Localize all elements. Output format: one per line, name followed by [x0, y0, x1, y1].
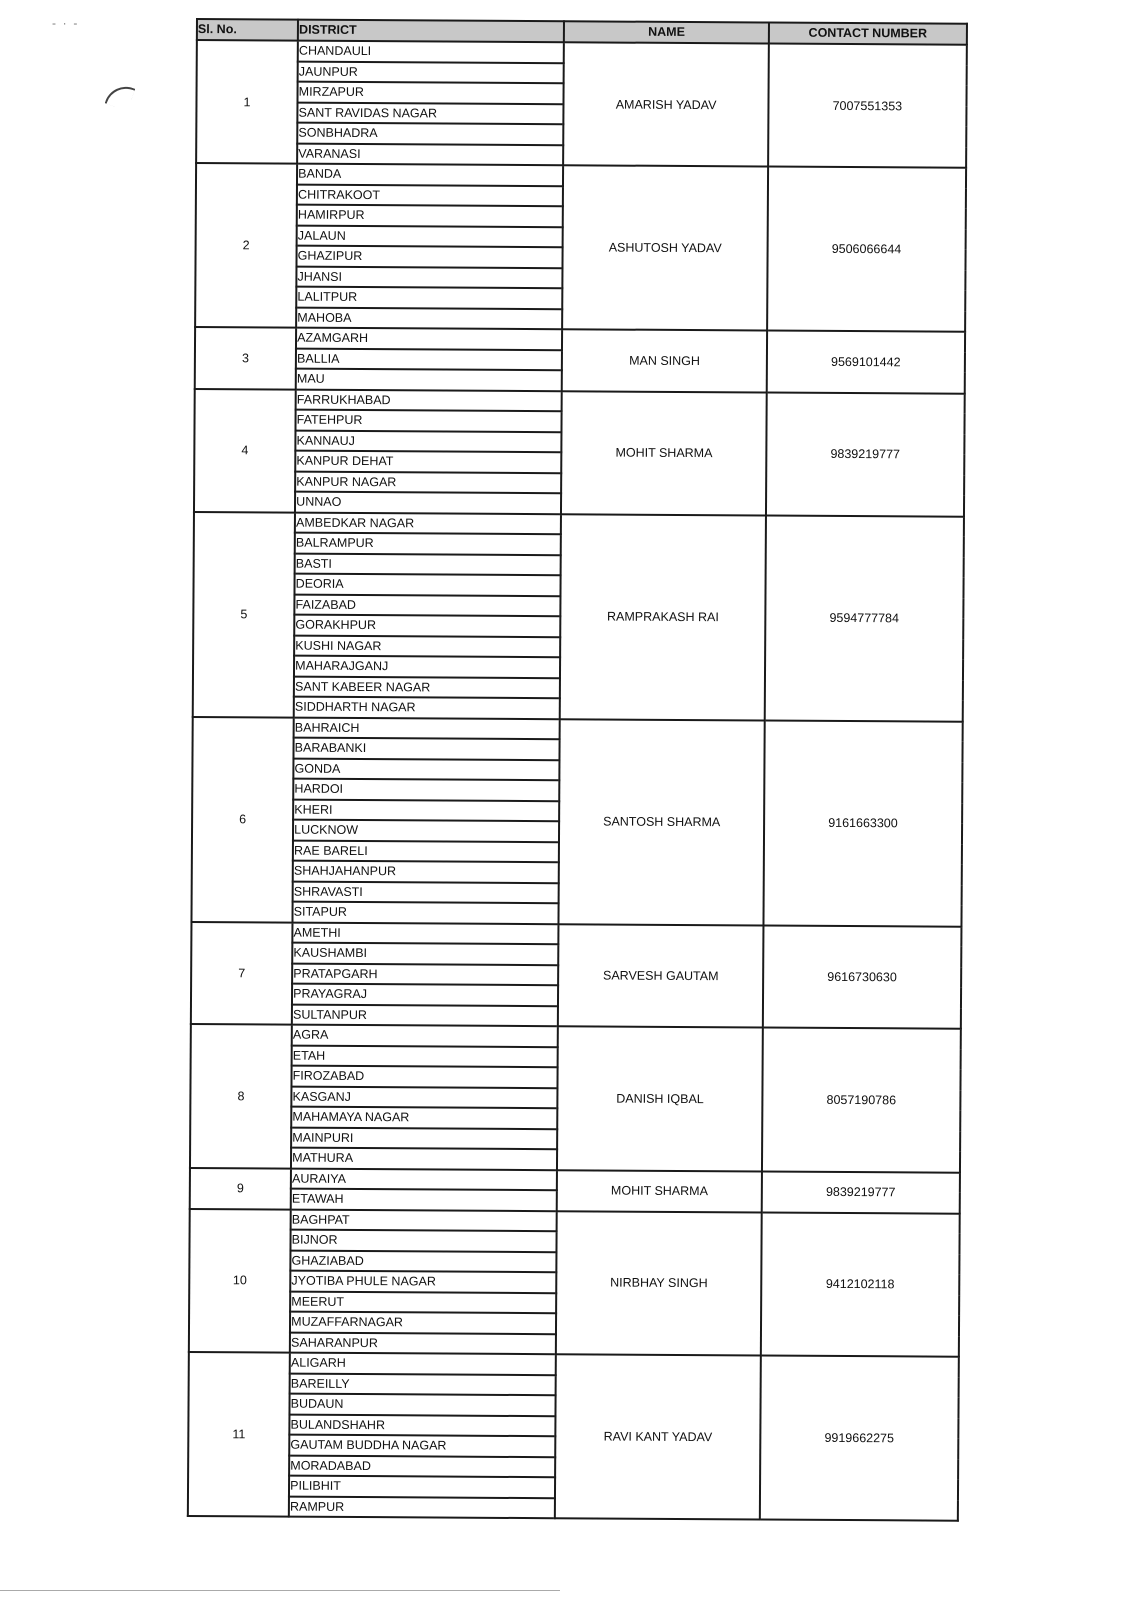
district-cell: GAUTAM BUDDHA NAGAR	[289, 1435, 555, 1457]
serial-number-cell: 10	[189, 1208, 291, 1352]
district-cell: MEERUT	[290, 1291, 556, 1313]
district-cell: MATHURA	[291, 1148, 557, 1170]
district-cell: SANT KABEER NAGAR	[294, 676, 560, 698]
district-cell: MUZAFFARNAGAR	[290, 1312, 556, 1334]
district-cell: KHERI	[293, 799, 559, 821]
contact-number-cell: 9161663300	[763, 720, 962, 926]
district-cell: SIDDHARTH NAGAR	[294, 697, 560, 719]
contact-number-cell: 8057190786	[762, 1027, 961, 1172]
district-cell: BALLIA	[296, 348, 562, 370]
scan-mark-top-left: - · -	[52, 16, 78, 30]
district-cell: KANPUR DEHAT	[295, 451, 561, 473]
district-cell: KANNAUJ	[295, 430, 561, 452]
district-cell: MAINPURI	[291, 1127, 557, 1149]
serial-number-cell: 8	[190, 1024, 292, 1168]
district-cell: FATEHPUR	[296, 410, 562, 432]
district-cell: PRATAPGARH	[292, 963, 558, 985]
scan-artifact-arc	[105, 81, 136, 112]
contact-name-cell: MOHIT SHARMA	[557, 1170, 762, 1212]
contact-name-cell: RAVI KANT YADAV	[555, 1354, 760, 1519]
header-sl-no: Sl. No.	[197, 19, 298, 41]
district-cell: JHANSI	[297, 266, 563, 288]
district-cell: BALRAMPUR	[295, 533, 561, 555]
district-cell: BAREILLY	[290, 1373, 556, 1395]
district-cell: SAHARANPUR	[290, 1332, 556, 1354]
district-cell: GHAZIPUR	[297, 246, 563, 268]
district-cell: MIRZAPUR	[298, 82, 564, 104]
district-contact-table	[187, 18, 968, 1522]
header-contact-number: CONTACT NUMBER	[769, 22, 967, 44]
district-cell: BANDA	[297, 164, 563, 186]
district-cell: JAUNPUR	[298, 61, 564, 83]
district-cell: BIJNOR	[291, 1230, 557, 1252]
contact-number-cell: 9569101442	[767, 330, 966, 393]
district-cell: DEORIA	[295, 574, 561, 596]
district-cell: GONDA	[293, 758, 559, 780]
contact-name-cell: MAN SINGH	[562, 329, 767, 392]
district-cell: ETAWAH	[291, 1189, 557, 1211]
contact-name-cell: SANTOSH SHARMA	[559, 719, 765, 925]
district-cell: MAU	[296, 369, 562, 391]
district-cell: MORADABAD	[289, 1455, 555, 1477]
contact-name-cell: ASHUTOSH YADAV	[563, 165, 768, 330]
district-cell: BUDAUN	[290, 1394, 556, 1416]
district-cell: LALITPUR	[296, 287, 562, 309]
serial-number-cell: 4	[194, 388, 296, 512]
district-cell: SANT RAVIDAS NAGAR	[298, 102, 564, 124]
district-cell: AGRA	[292, 1025, 558, 1047]
contact-number-cell: 9839219777	[762, 1171, 960, 1213]
district-cell: SITAPUR	[293, 902, 559, 924]
district-cell: BARABANKI	[294, 738, 560, 760]
district-cell: BASTI	[295, 553, 561, 575]
header-name: NAME	[564, 21, 768, 43]
contact-number-cell: 9839219777	[766, 392, 965, 516]
serial-number-cell: 7	[191, 921, 293, 1024]
contact-name-cell: AMARISH YADAV	[564, 42, 769, 166]
contact-name-cell: RAMPRAKASH RAI	[560, 514, 766, 720]
district-cell: KAUSHAMBI	[292, 943, 558, 965]
contact-name-cell: NIRBHAY SINGH	[556, 1211, 761, 1356]
district-cell: HARDOI	[293, 779, 559, 801]
table-body	[188, 40, 967, 1521]
serial-number-cell: 11	[188, 1352, 290, 1517]
district-cell: ETAH	[292, 1045, 558, 1067]
serial-number-cell: 9	[190, 1167, 291, 1209]
district-cell: BULANDSHAHR	[289, 1414, 555, 1436]
district-cell: AMETHI	[292, 922, 558, 944]
district-cell: BAGHPAT	[291, 1209, 557, 1231]
district-cell: LUCKNOW	[293, 820, 559, 842]
district-cell: ALIGARH	[290, 1353, 556, 1375]
district-cell: RAE BARELI	[293, 840, 559, 862]
district-cell: KASGANJ	[291, 1086, 557, 1108]
district-cell: FIROZABAD	[292, 1066, 558, 1088]
district-cell: SULTANPUR	[292, 1004, 558, 1026]
serial-number-cell: 5	[193, 511, 295, 717]
scan-edge-line	[0, 1590, 560, 1591]
district-cell: MAHAMAYA NAGAR	[291, 1107, 557, 1129]
serial-number-cell: 1	[196, 40, 298, 164]
contact-number-cell: 7007551353	[768, 43, 967, 167]
district-cell: FAIZABAD	[294, 594, 560, 616]
contact-number-cell: 9412102118	[761, 1212, 960, 1357]
district-cell: GHAZIABAD	[290, 1250, 556, 1272]
district-cell: AZAMGARH	[296, 328, 562, 350]
contact-name-cell: MOHIT SHARMA	[561, 391, 766, 515]
contact-number-cell: 9616730630	[763, 925, 962, 1029]
district-cell: KANPUR NAGAR	[295, 471, 561, 493]
district-cell: SONBHADRA	[297, 123, 563, 145]
district-cell: CHANDAULI	[298, 41, 564, 63]
district-cell: BAHRAICH	[294, 717, 560, 739]
district-cell: PILIBHIT	[289, 1476, 555, 1498]
contact-number-cell: 9594777784	[765, 515, 964, 721]
district-cell: AMBEDKAR NAGAR	[295, 512, 561, 534]
district-cell: AURAIYA	[291, 1168, 557, 1190]
district-cell: HAMIRPUR	[297, 205, 563, 227]
serial-number-cell: 6	[191, 716, 293, 922]
district-cell: KUSHI NAGAR	[294, 635, 560, 657]
district-cell: SHAHJAHANPUR	[293, 861, 559, 883]
district-cell: MAHOBA	[296, 307, 562, 329]
district-cell: PRAYAGRAJ	[292, 984, 558, 1006]
district-cell: GORAKHPUR	[294, 615, 560, 637]
district-cell: RAMPUR	[289, 1496, 555, 1518]
contact-number-cell: 9919662275	[760, 1355, 959, 1520]
district-cell: FARRUKHABAD	[296, 389, 562, 411]
district-cell: VARANASI	[297, 143, 563, 165]
contact-number-cell: 9506066644	[767, 166, 966, 331]
district-cell: MAHARAJGANJ	[294, 656, 560, 678]
district-cell: CHITRAKOOT	[297, 184, 563, 206]
serial-number-cell: 3	[195, 327, 297, 389]
header-district: DISTRICT	[298, 20, 564, 43]
serial-number-cell: 2	[195, 163, 297, 328]
district-cell: JALAUN	[297, 225, 563, 247]
contact-name-cell: SARVESH GAUTAM	[558, 924, 763, 1028]
contact-name-cell: DANISH IQBAL	[557, 1026, 762, 1171]
district-cell: JYOTIBA PHULE NAGAR	[290, 1271, 556, 1293]
district-cell: SHRAVASTI	[293, 881, 559, 903]
district-cell: UNNAO	[295, 492, 561, 514]
